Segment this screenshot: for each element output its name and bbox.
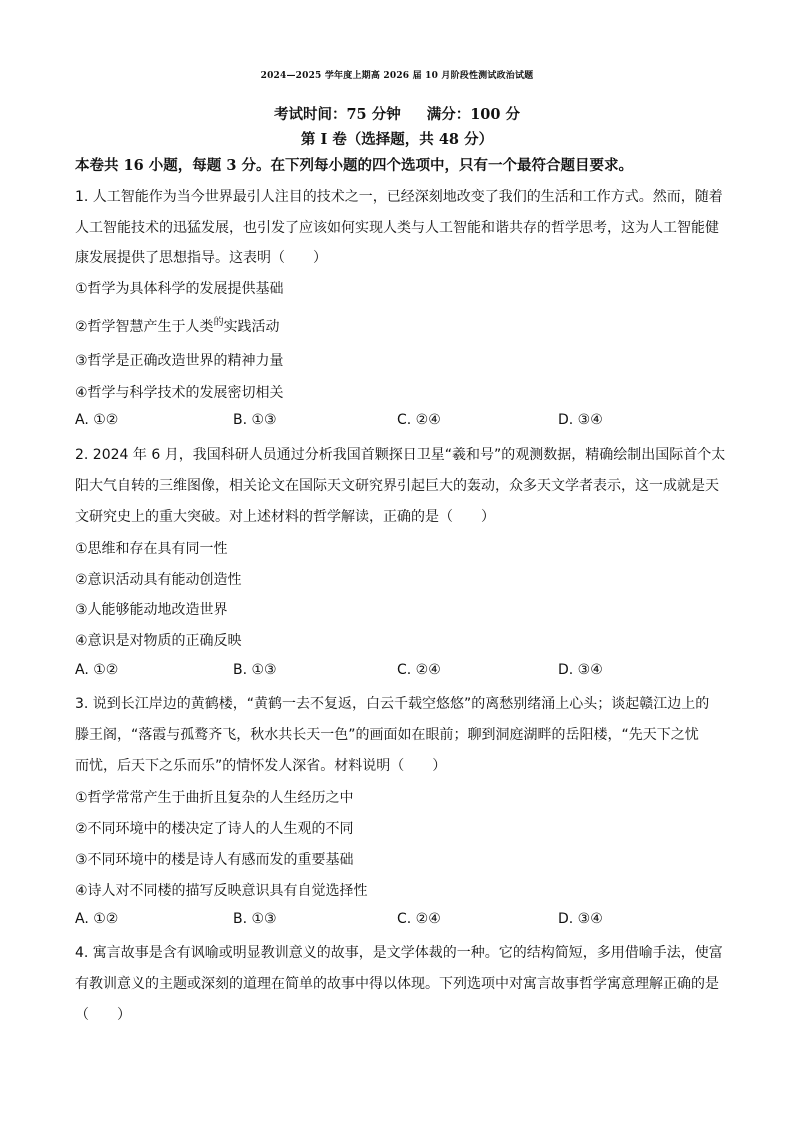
q2-option-b: B. ①③ xyxy=(233,662,277,678)
q1-option-d: D. ③④ xyxy=(558,412,603,428)
q4-stem-line-2: 有教训意义的主题或深刻的道理在简单的故事中得以体现。下列选项中对寓言故事哲学寓意理解正确的是 xyxy=(75,976,719,992)
q2-stem-line-2: 阳大气自转的三维图像，相关论文在国际天文研究界引起巨大的轰动，众多天文学者表示，这一成就是天 xyxy=(75,478,719,494)
q1-option-b: B. ①③ xyxy=(233,412,277,428)
q1-stem-line-1: 1. 人工智能作为当今世界最引人注目的技术之一，已经深刻地改变了我们的生活和工作方式。然而，随着 xyxy=(75,189,723,205)
q3-stem-line-1: 3. 说到长江岸边的黄鹤楼，“黄鹤一去不复返，白云千载空悠悠”的离愁别绪涌上心头；谈起赣江边上的 xyxy=(75,696,710,712)
q1-statement-3: ③哲学是正确改造世界的精神力量 xyxy=(75,353,284,369)
q3-option-c: C. ②④ xyxy=(397,911,441,927)
q4-stem-line-1: 4. 寓言故事是含有讽喻或明显教训意义的故事，是文学体裁的一种。它的结构简短，多用借喻手法，使富 xyxy=(75,945,723,961)
exam-info xyxy=(0,103,794,124)
q3-statement-2: ②不同环境中的楼决定了诗人的人生观的不同 xyxy=(75,821,354,837)
q1-statement-4: ④哲学与科学技术的发展密切相关 xyxy=(75,385,284,401)
exam-time: 考试时间：75 分钟 xyxy=(273,106,401,123)
q1-option-a: A. ①② xyxy=(75,412,119,428)
q2-option-d: D. ③④ xyxy=(558,662,603,678)
q1-statement-2 xyxy=(75,316,280,336)
q2-statement-2: ②意识活动具有能动创造性 xyxy=(75,572,242,588)
q2-statement-1: ①思维和存在具有同一性 xyxy=(75,541,228,557)
q1-statement-2-text: ②哲学智慧产生于人类 xyxy=(75,319,214,335)
q3-statement-1: ①哲学常常产生于曲折且复杂的人生经历之中 xyxy=(75,790,354,806)
q1-statement-1: ①哲学为具体科学的发展提供基础 xyxy=(75,281,284,297)
q2-statement-4: ④意识是对物质的正确反映 xyxy=(75,633,242,649)
q3-option-d: D. ③④ xyxy=(558,911,603,927)
full-score: 满分：100 分 xyxy=(426,106,521,123)
q1-option-c: C. ②④ xyxy=(397,412,441,428)
q3-statement-3: ③不同环境中的楼是诗人有感而发的重要基础 xyxy=(75,852,354,868)
q2-option-a: A. ①② xyxy=(75,662,119,678)
q3-stem-line-2: 滕王阁，“落霞与孤鹜齐飞，秋水共长天一色”的画面如在眼前；聊到洞庭湖畔的岳阳楼，“先天下之忧 xyxy=(75,727,699,743)
q2-option-c: C. ②④ xyxy=(397,662,441,678)
q3-option-a: A. ①② xyxy=(75,911,119,927)
page-title: 2024—2025 学年度上期高 2026 届 10 月阶段性测试政治试题 xyxy=(260,71,534,81)
q2-stem-line-3: 文研究史上的重大突破。对上述材料的哲学解读，正确的是（ ） xyxy=(75,509,495,525)
section-title: 第 I 卷（选择题，共 48 分） xyxy=(300,131,494,148)
q4-stem-line-3: （ ） xyxy=(75,1007,131,1023)
q1-stem-line-3: 康发展提供了思想指导。这表明（ ） xyxy=(75,250,327,266)
q3-stem-line-3: 而忧，后天下之乐而乐”的情怀发人深省。材料说明（ ） xyxy=(75,758,447,774)
instructions: 本卷共 16 小题，每题 3 分。在下列每小题的四个选项中，只有一个最符合题目要求。 xyxy=(75,157,633,174)
q1-statement-2-tail: 实践活动 xyxy=(223,319,280,335)
q1-stem-line-2: 人工智能技术的迅猛发展，也引发了应该如何实现人类与人工智能和谐共存的哲学思考，这为人工智能健 xyxy=(75,220,719,236)
q3-option-b: B. ①③ xyxy=(233,911,277,927)
q3-statement-4: ④诗人对不同楼的描写反映意识具有自觉选择性 xyxy=(75,883,368,899)
q2-stem-line-1: 2. 2024 年 6 月，我国科研人员通过分析我国首颗探日卫星“羲和号”的观测数据，精确绘制出国际首个太 xyxy=(75,447,726,463)
q1-statement-2-sup: 的 xyxy=(213,317,224,328)
q2-statement-3: ③人能够能动地改造世界 xyxy=(75,602,228,618)
